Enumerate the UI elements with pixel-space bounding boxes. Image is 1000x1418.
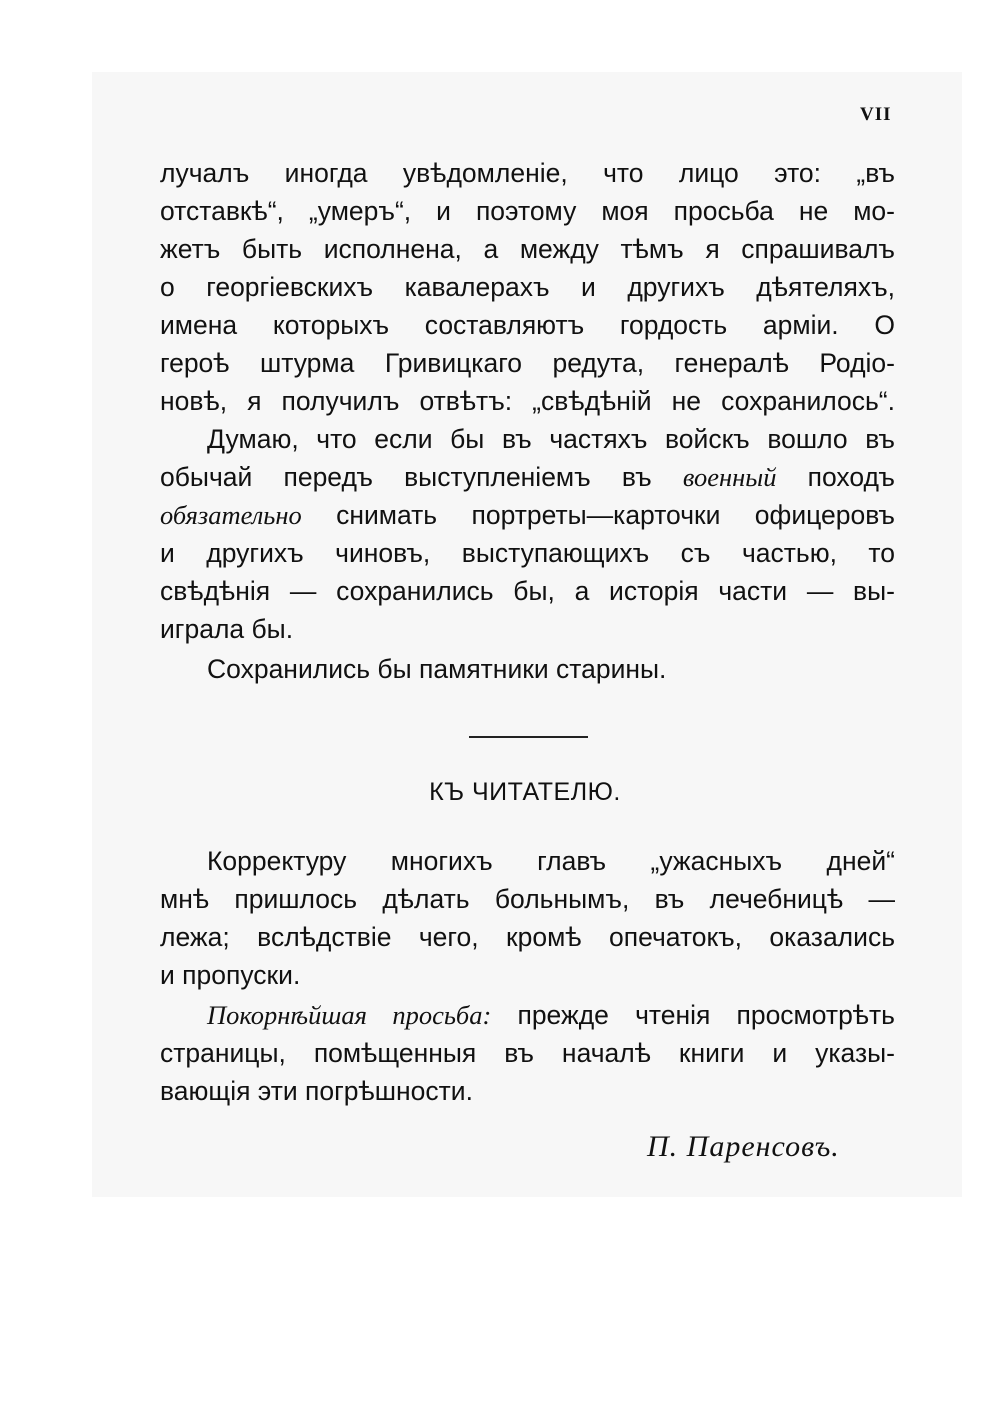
text-line: вающія эти погрѣшности. bbox=[160, 1076, 473, 1106]
text-line: Корректуру многихъ главъ „ужасныхъ дней“ bbox=[207, 846, 895, 876]
text-line: Сохранились бы памятники старины. bbox=[207, 654, 667, 684]
italic-emphasis: Покорнѣйшая просьба: bbox=[207, 1000, 492, 1030]
text-line: жетъ быть исполнена, а между тѣмъ я спрашивалъ bbox=[160, 234, 895, 264]
text-line: и другихъ чиновъ, выступающихъ съ частью, то bbox=[160, 538, 895, 568]
italic-emphasis: обязательно bbox=[160, 500, 302, 530]
page-number: VII bbox=[860, 104, 892, 125]
text-line: Думаю, что если бы въ частяхъ войскъ вошло въ bbox=[207, 424, 895, 454]
italic-emphasis: военный bbox=[682, 462, 777, 492]
text-line: лежа; вслѣдствіе чего, кромѣ опечатокъ, оказались bbox=[160, 922, 895, 952]
text-line: играла бы. bbox=[160, 614, 294, 644]
text-line: новѣ, я получилъ отвѣтъ: „свѣдѣній не сохранилось“. bbox=[160, 386, 895, 416]
text-line: мнѣ пришлось дѣлать больнымъ, въ лечебницѣ — bbox=[160, 884, 895, 914]
text-line bbox=[207, 996, 895, 1034]
text-fragment: походъ bbox=[776, 462, 895, 492]
text-fragment: прежде чтенія просмотрѣть bbox=[491, 1000, 895, 1030]
section-divider bbox=[469, 736, 588, 738]
text-line: свѣдѣнія — сохранились бы, а исторія части — вы- bbox=[160, 576, 895, 606]
text-line: и пропуски. bbox=[160, 960, 301, 990]
text-line: страницы, помѣщенныя въ началѣ книги и указы- bbox=[160, 1038, 895, 1068]
text-line bbox=[160, 458, 895, 496]
text-line: имена которыхъ составляютъ гордость арміи. О bbox=[160, 310, 895, 340]
text-line: отставкѣ“, „умеръ“, и поэтому моя просьба не мо- bbox=[160, 196, 895, 226]
text-line: лучалъ иногда увѣдомленіе, что лицо это: „въ bbox=[160, 158, 895, 188]
text-fragment: обычай передъ выступленіемъ въ bbox=[160, 462, 683, 492]
text-line bbox=[160, 496, 895, 534]
section-heading: КЪ ЧИТАТЕЛЮ. bbox=[429, 778, 621, 806]
author-signature: П. Паренсовъ. bbox=[647, 1130, 840, 1163]
text-line: о георгіевскихъ кавалерахъ и другихъ дѣятеляхъ, bbox=[160, 272, 895, 302]
text-line: героѣ штурма Гривицкаго редута, генералѣ Родіо- bbox=[160, 348, 895, 378]
text-fragment: снимать портреты—карточки офицеровъ bbox=[301, 500, 895, 530]
